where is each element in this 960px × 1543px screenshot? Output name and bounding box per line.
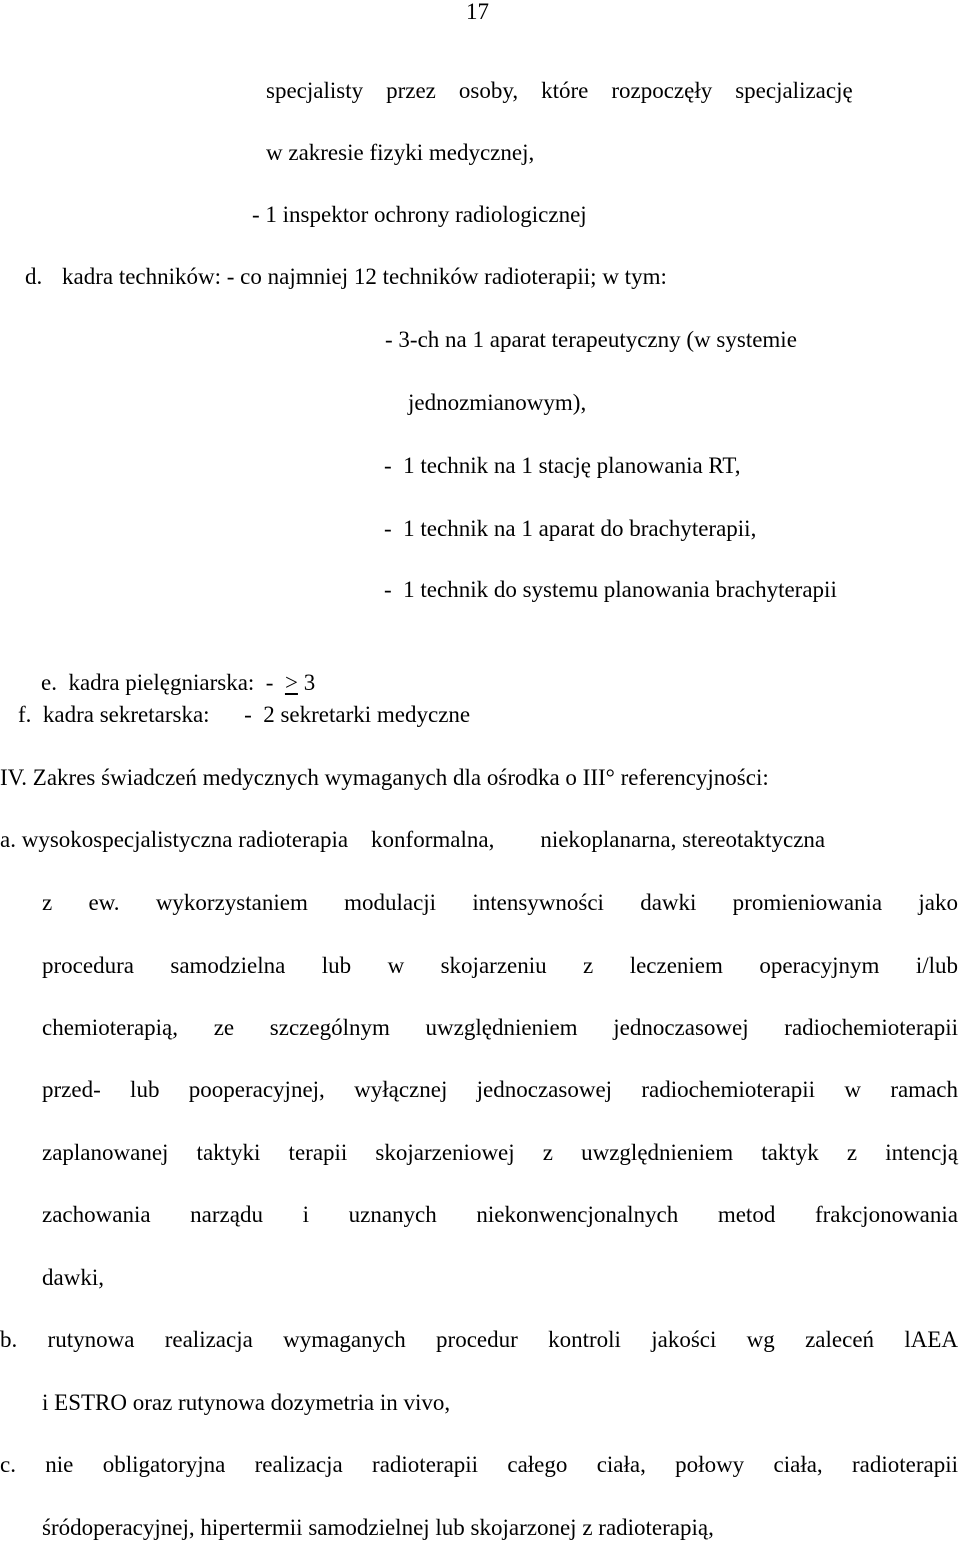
text-line: procedura samodzielna lub w skojarzeniu z leczeniem operacyjnym i/lub <box>42 953 958 978</box>
text-line: c. nie obligatoryjna realizacja radioterapii całego ciała, połowy ciała, radioterapii <box>0 1452 958 1477</box>
section-heading: IV. Zakres świadczeń medycznych wymaganych dla ośrodka o III° referencyjności: <box>0 765 769 790</box>
text-line: - 1 technik na 1 aparat do brachyterapii, <box>384 516 757 541</box>
text-line: b. rutynowa realizacja wymaganych procedur kontroli jakości wg zaleceń lAEA <box>0 1327 958 1352</box>
text-line: zachowania narządu i uznanych niekonwencjonalnych metod frakcjonowania <box>42 1202 958 1227</box>
text-line: i ESTRO oraz rutynowa dozymetria in vivo, <box>42 1390 451 1415</box>
text-line: w zakresie fizyki medycznej, <box>266 140 535 165</box>
text-line: kadra techników: - co najmniej 12 techników radioterapii; w tym: <box>62 264 667 289</box>
page-number: 17 <box>466 0 489 24</box>
text-line: specjalisty przez osoby, które rozpoczęły specjalizację <box>266 78 853 103</box>
text-line: z ew. wykorzystaniem modulacji intensywności dawki promieniowania jako <box>42 890 958 915</box>
greater-equal-symbol: > <box>284 670 298 695</box>
section-e-value: 3 <box>297 670 316 695</box>
text-line: f. kadra sekretarska: - 2 sekretarki medyczne <box>18 702 471 727</box>
text-line: zaplanowanej taktyki terapii skojarzeniowej z uwzględnieniem taktyk z intencją <box>42 1140 958 1165</box>
text-line: - 1 inspektor ochrony radiologicznej <box>252 202 587 227</box>
text-line: - 3-ch na 1 aparat terapeutyczny (w systemie <box>385 327 797 352</box>
text-line: jednozmianowym), <box>408 390 587 415</box>
text-line: - 1 technik do systemu planowania brachyterapii <box>384 577 837 602</box>
text-line: dawki, <box>42 1265 104 1290</box>
text-line: chemioterapią, ze szczególnym uwzględnieniem jednoczasowej radiochemioterapii <box>42 1015 958 1040</box>
text-line <box>18 638 316 695</box>
text-line: a. wysokospecjalistyczna radioterapia konformalna, niekoplanarna, stereotaktyczna <box>0 827 826 852</box>
text-line: przed- lub pooperacyjnej, wyłącznej jednoczasowej radiochemioterapii w ramach <box>42 1077 958 1102</box>
list-marker: d. <box>25 264 43 289</box>
text-line: - 1 technik na 1 stację planowania RT, <box>384 453 741 478</box>
text-line: śródoperacyjnej, hipertermii samodzielnej lub skojarzonej z radioterapią, <box>42 1515 714 1540</box>
section-e-label: e. kadra pielęgniarska: - <box>41 670 285 695</box>
